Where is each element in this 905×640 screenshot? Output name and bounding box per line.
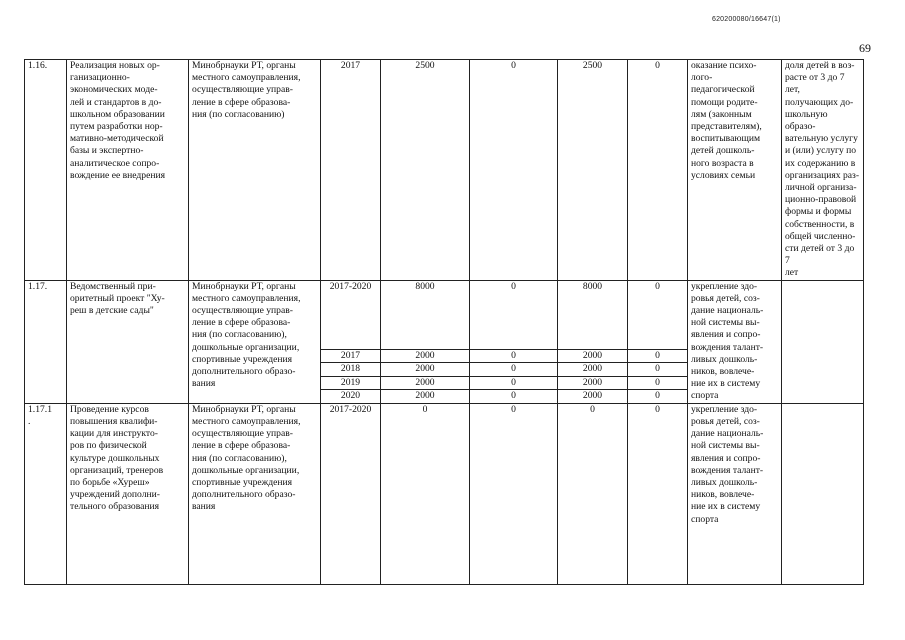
executor: Минобрнауки РТ, органы местного самоуправления, осуществляющие управ- ление в сфере образова- ния (по согласованию), дошкольные организации, спортивные учреждения дополнительного образо- вания: [189, 280, 321, 403]
regional-funding: 2000: [558, 363, 628, 376]
federal-funding: 0: [470, 403, 558, 584]
executor: Минобрнауки РТ, органы местного самоуправления, осуществляющие управ- ление в сфере образова- ния (по согласованию): [189, 60, 321, 281]
total-funding: 2000: [381, 349, 470, 362]
table-row-1-17: [25, 280, 864, 349]
total-funding: 2000: [381, 376, 470, 389]
indicator: доля детей в воз- расте от 3 до 7 лет, получающих до- школьную образо- вательную услугу и (или) услугу по их содержанию в организациях раз- личной организа- ционно-правовой формы и формы собственности, в общей численно- сти детей от 3 до 7 лет: [782, 60, 864, 281]
other-funding: 0: [628, 376, 688, 389]
total-funding: 2000: [381, 390, 470, 403]
year: 2019: [321, 376, 381, 389]
expected-result: укрепление здо- ровья детей, соз- дание националь- ной системы вы- явления и сопро- вождения талант- ливых дошколь- ников, вовлече- ние их в систему спорта: [688, 403, 782, 584]
year: 2017: [321, 349, 381, 362]
other-funding: 0: [628, 363, 688, 376]
document-id: 620200080/16647(1): [712, 16, 781, 23]
year: 2017-2020: [321, 403, 381, 584]
federal-funding: 0: [470, 363, 558, 376]
total-funding: 2500: [381, 60, 470, 281]
program-table: [24, 59, 864, 585]
regional-funding: 2000: [558, 376, 628, 389]
other-funding: 0: [628, 390, 688, 403]
federal-funding: 0: [470, 390, 558, 403]
federal-funding: 0: [470, 349, 558, 362]
federal-funding: 0: [470, 60, 558, 281]
other-funding: 0: [628, 403, 688, 584]
row-number: 1.17.1 .: [25, 403, 67, 584]
regional-funding: 2500: [558, 60, 628, 281]
indicator: [782, 403, 864, 584]
total-funding: 0: [381, 403, 470, 584]
other-funding: 0: [628, 280, 688, 349]
regional-funding: 0: [558, 403, 628, 584]
expected-result: оказание психо- лого- педагогической помощи родите- лям (законным представителям), воспитывающим детей дошколь- ного возраста в условиях семьи: [688, 60, 782, 281]
indicator: [782, 280, 864, 403]
year: 2017-2020: [321, 280, 381, 349]
row-number: 1.16.: [25, 60, 67, 281]
regional-funding: 2000: [558, 390, 628, 403]
other-funding: 0: [628, 60, 688, 281]
federal-funding: 0: [470, 280, 558, 349]
other-funding: 0: [628, 349, 688, 362]
page-number: 69: [859, 41, 871, 55]
executor: Минобрнауки РТ, органы местного самоуправления, осуществляющие управ- ление в сфере образова- ния (по согласованию), дошкольные организации, спортивные учреждения дополнительного образо- вания: [189, 403, 321, 584]
measure-name: Ведомственный при- оритетный проект "Ху- реш в детские сады": [67, 280, 189, 403]
year: 2017: [321, 60, 381, 281]
year: 2020: [321, 390, 381, 403]
total-funding: 2000: [381, 363, 470, 376]
table-row-1-17-1: [25, 403, 864, 584]
regional-funding: 8000: [558, 280, 628, 349]
row-number: 1.17.: [25, 280, 67, 403]
federal-funding: 0: [470, 376, 558, 389]
expected-result: укрепление здо- ровья детей, соз- дание националь- ной системы вы- явления и сопро- вождения талант- ливых дошколь- ников, вовлече- ние их в систему спорта: [688, 280, 782, 403]
regional-funding: 2000: [558, 349, 628, 362]
measure-name: Проведение курсов повышения квалифи- кации для инструкто- ров по физической культуре дошкольных организаций, тренеров по борьбе «Хуреш» учреждений дополни- тельного образования: [67, 403, 189, 584]
year: 2018: [321, 363, 381, 376]
table-row-1-16: [25, 60, 864, 281]
measure-name: Реализация новых ор- ганизационно- экономических моде- лей и стандартов в до- школьном образовании путем разработки нор- мативно-методической базы и экспертно- аналитическое сопро- вождение ее внедрения: [67, 60, 189, 281]
total-funding: 8000: [381, 280, 470, 349]
